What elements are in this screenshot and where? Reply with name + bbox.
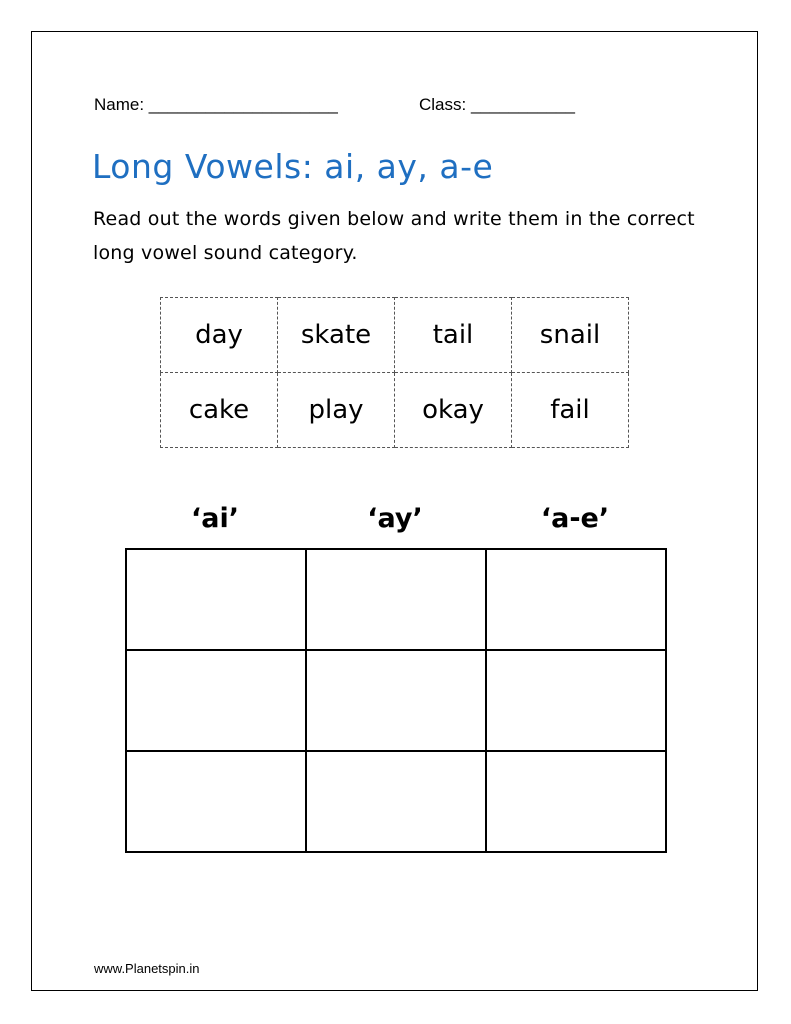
word-cell: skate <box>278 298 395 373</box>
word-cell: play <box>278 373 395 448</box>
word-bank-row <box>161 298 629 373</box>
answer-box[interactable] <box>126 549 306 650</box>
sorting-row <box>126 650 666 751</box>
category-header-ay: ‘ay’ <box>367 503 423 534</box>
category-header-ai: ‘ai’ <box>191 503 239 534</box>
category-headers <box>125 503 665 534</box>
word-bank-row <box>161 373 629 448</box>
category-header-a-e: ‘a-e’ <box>540 503 610 534</box>
sorting-row <box>126 549 666 650</box>
word-cell: cake <box>161 373 278 448</box>
answer-box[interactable] <box>306 549 486 650</box>
word-cell: snail <box>512 298 629 373</box>
word-bank <box>160 297 629 448</box>
answer-box[interactable] <box>486 650 666 751</box>
instructions: Read out the words given below and write them in the correct long vowel sound category. <box>93 208 695 264</box>
word-cell: day <box>161 298 278 373</box>
sorting-grid <box>125 548 667 853</box>
sorting-row <box>126 751 666 852</box>
name-line: Name: ____________________ <box>94 95 338 114</box>
worksheet-title: Long Vowels: ai, ay, a-e <box>92 147 494 186</box>
answer-box[interactable] <box>306 650 486 751</box>
word-cell: okay <box>395 373 512 448</box>
word-cell: tail <box>395 298 512 373</box>
answer-box[interactable] <box>486 549 666 650</box>
footer-url: www.Planetspin.in <box>94 961 200 976</box>
class-line: Class: ___________ <box>419 95 575 114</box>
word-cell: fail <box>512 373 629 448</box>
answer-box[interactable] <box>126 751 306 852</box>
answer-box[interactable] <box>306 751 486 852</box>
answer-box[interactable] <box>486 751 666 852</box>
answer-box[interactable] <box>126 650 306 751</box>
